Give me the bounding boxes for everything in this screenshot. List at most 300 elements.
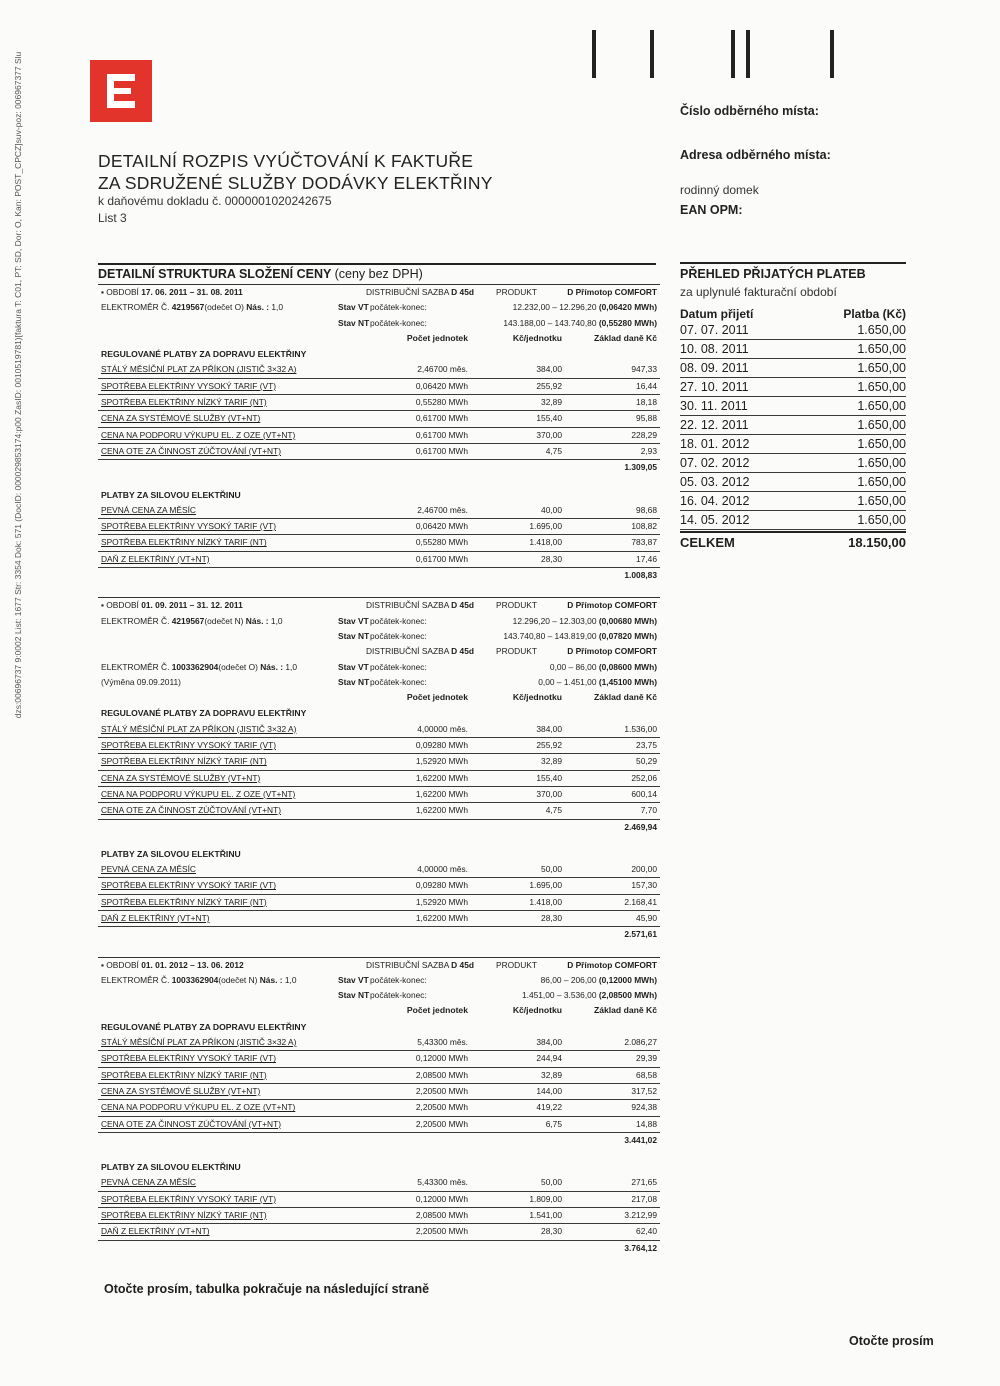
group-total-row (98, 1241, 660, 1256)
period-block (98, 957, 660, 1256)
payment-date: 10. 08. 2011 (680, 342, 749, 356)
meter-number: 1003362904 (171, 661, 219, 672)
item-units: 2,20500 MWh (415, 1118, 468, 1129)
table-row (98, 411, 660, 427)
stav-vt-diff: (0,06420 MWh) (598, 302, 657, 313)
payment-row (680, 378, 906, 397)
item-base: 98,68 (636, 504, 657, 515)
stav-vt-label: Stav VT (338, 302, 369, 313)
rate-value: D 45d (451, 287, 474, 297)
item-name: STÁLÝ MĚSÍČNÍ PLAT ZA PŘÍKON (JISTIČ 3×32 A) (101, 723, 297, 734)
col-amount: Platba (Kč) (843, 307, 906, 321)
item-price: 32,89 (541, 397, 562, 408)
period-block (98, 284, 660, 583)
item-units: 2,20500 MWh (415, 1226, 468, 1237)
item-units: 2,08500 MWh (415, 1069, 468, 1080)
payments-panel (680, 262, 906, 550)
stav-vt-range: 12.232,00 – 12.296,20 (512, 302, 599, 313)
item-price: 384,00 (536, 723, 562, 734)
item-units: 0,06420 MWh (415, 521, 468, 532)
table-row (98, 1100, 660, 1116)
group-total: 1.008,83 (624, 570, 657, 581)
distribution-rate (366, 598, 474, 613)
item-base: 29,39 (636, 1053, 657, 1064)
nas-value: 1,0 (271, 302, 284, 313)
group-title-row (98, 706, 660, 721)
item-units: 0,61700 MWh (415, 429, 468, 440)
meter-label (101, 660, 297, 675)
payment-date: 07. 02. 2012 (680, 456, 750, 470)
product-label: PRODUKT (496, 600, 537, 611)
item-name: STÁLÝ MĚSÍČNÍ PLAT ZA PŘÍKON (JISTIČ 3×32 A) (101, 364, 297, 375)
meter-vt-row (98, 973, 660, 988)
title-line-1: DETAILNÍ ROZPIS VYÚČTOVÁNÍ K FAKTUŘE (98, 151, 474, 171)
item-base: 947,33 (631, 364, 657, 375)
col-base: Základ daně Kč (593, 332, 657, 343)
payment-amount: 1.650,00 (857, 475, 906, 489)
item-units: 0,61700 MWh (415, 553, 468, 564)
meter-prefix: ELEKTROMĚR Č. (101, 302, 172, 313)
payment-row (680, 435, 906, 454)
meter-nt-row (98, 988, 660, 1003)
stav-vt-values (541, 973, 657, 988)
table-row (98, 535, 660, 551)
payment-date: 16. 04. 2012 (680, 494, 750, 508)
period-prefix: ▪ OBDOBÍ (101, 959, 142, 970)
period-dates: 17. 06. 2011 – 31. 08. 2011 (141, 287, 243, 297)
col-units: Počet jednotek (406, 1005, 468, 1016)
meter-label (101, 614, 283, 629)
item-base: 217,08 (631, 1193, 657, 1204)
item-base: 271,65 (631, 1177, 657, 1188)
nas-label: Nás. : (259, 974, 285, 985)
stav-nt-label: Stav NT (338, 990, 370, 1001)
item-base: 17,46 (636, 553, 657, 564)
item-units: 0,09280 MWh (415, 880, 468, 891)
item-name: STÁLÝ MĚSÍČNÍ PLAT ZA PŘÍKON (JISTIČ 3×32 A) (101, 1037, 297, 1048)
group-title-row (98, 347, 660, 362)
item-base: 252,06 (631, 772, 657, 783)
table-row (98, 1224, 660, 1240)
table-row (98, 1117, 660, 1133)
period-label (101, 598, 243, 613)
stav-vt-pk: počátek-konec: (370, 974, 427, 985)
item-price: 419,22 (536, 1102, 562, 1113)
period-prefix: ▪ OBDOBÍ (101, 600, 142, 611)
item-base: 62,40 (636, 1226, 657, 1237)
period-prefix: ▪ OBDOBÍ (101, 287, 142, 297)
col-base: Základ daně Kč (593, 1005, 657, 1016)
item-base: 783,87 (631, 537, 657, 548)
item-base: 45,90 (636, 912, 657, 923)
item-name: DAŇ Z ELEKTŘINY (VT+NT) (101, 1226, 210, 1237)
payments-title: PŘEHLED PŘIJATÝCH PLATEB (680, 262, 906, 281)
doc-number: k daňovému dokladu č. 0000001020242675 (98, 194, 332, 208)
item-units: 1,62200 MWh (415, 772, 468, 783)
item-name: CENA OTE ZA ČINNOST ZÚČTOVÁNÍ (VT+NT) (101, 1118, 282, 1129)
table-row (98, 1084, 660, 1100)
group-total: 2.571,61 (624, 929, 657, 940)
table-row (98, 895, 660, 911)
nas-label: Nás. : (245, 615, 271, 626)
price-structure-table (98, 284, 660, 1256)
stav-nt-pk: počátek-konec: (370, 630, 427, 641)
item-price: 40,00 (541, 504, 562, 515)
product-value: D Přímotop COMFORT (567, 959, 657, 970)
item-base: 3.212,99 (624, 1210, 657, 1221)
period-label (101, 285, 243, 300)
payment-amount: 1.650,00 (857, 380, 906, 394)
payment-row (680, 454, 906, 473)
cez-logo-icon (90, 60, 152, 122)
meter-nt-row (98, 675, 660, 690)
table-row (98, 1051, 660, 1067)
item-name: CENA ZA SYSTÉMOVÉ SLUŽBY (VT+NT) (101, 413, 261, 424)
group-total-row (98, 568, 660, 583)
stav-vt-range: 86,00 – 206,00 (540, 974, 599, 985)
group-title: PLATBY ZA SILOVOU ELEKTŘINU (101, 489, 241, 500)
stav-nt-diff: (1,45100 MWh) (598, 676, 657, 687)
distribution-rate (366, 285, 474, 300)
item-base: 317,52 (631, 1085, 657, 1096)
payment-date: 30. 11. 2011 (680, 399, 748, 413)
payment-date: 08. 09. 2011 (680, 361, 749, 375)
group-title: REGULOVANÉ PLATBY ZA DOPRAVU ELEKTŘINY (101, 349, 307, 360)
meter-nt-row (98, 316, 660, 331)
payment-amount: 1.650,00 (857, 437, 906, 451)
distribution-label: DISTRIBUČNÍ SAZBA (366, 600, 452, 611)
item-price: 255,92 (536, 380, 562, 391)
meter-label (101, 300, 283, 315)
col-price: Kč/jednotku (512, 1005, 562, 1016)
item-base: 228,29 (631, 429, 657, 440)
item-units: 5,43300 měs. (417, 1037, 468, 1048)
payments-rows (680, 321, 906, 530)
item-price: 1.695,00 (529, 521, 562, 532)
item-name: SPOTŘEBA ELEKTŘINY NÍZKÝ TARIF (NT) (101, 1210, 267, 1221)
payment-amount: 1.650,00 (857, 418, 906, 432)
payment-date: 07. 07. 2011 (680, 323, 749, 337)
table-row (98, 771, 660, 787)
item-units: 0,06420 MWh (415, 380, 468, 391)
total-label: CELKEM (680, 535, 735, 550)
item-units: 1,52920 MWh (415, 756, 468, 767)
table-row (98, 787, 660, 803)
stav-vt-pk: počátek-konec: (370, 615, 427, 626)
stav-vt-diff: (0,08600 MWh) (598, 661, 657, 672)
stav-nt-diff: (0,55280 MWh) (598, 317, 657, 328)
item-name: PEVNÁ CENA ZA MĚSÍC (101, 504, 196, 515)
distribution-row (98, 644, 660, 659)
table-row (98, 862, 660, 878)
item-price: 28,30 (541, 1226, 562, 1237)
adresa-odberneho-mista-label: Adresa odběrného místa: (680, 148, 831, 162)
product-label: PRODUKT (496, 287, 537, 297)
turn-page-note: Otočte prosím (849, 1334, 934, 1348)
item-price: 50,00 (541, 864, 562, 875)
stav-vt-values (550, 660, 657, 675)
payments-total-row (680, 531, 906, 550)
group-total-row (98, 820, 660, 835)
stav-vt-values (513, 614, 657, 629)
item-price: 32,89 (541, 1069, 562, 1080)
item-units: 0,55280 MWh (415, 537, 468, 548)
item-units: 5,43300 měs. (417, 1177, 468, 1188)
barcode-mark (650, 30, 654, 78)
nas-label: Nás. : (260, 661, 286, 672)
payment-date: 18. 01. 2012 (680, 437, 750, 451)
payment-date: 14. 05. 2012 (680, 513, 750, 527)
meter-reading: (odečet O) (218, 661, 258, 672)
stav-nt-pk: počátek-konec: (370, 317, 427, 328)
meter-nt-row (98, 629, 660, 644)
distribution-rate (366, 958, 474, 973)
group-total-row (98, 927, 660, 942)
stav-vt-label: Stav VT (338, 615, 369, 626)
item-name: CENA ZA SYSTÉMOVÉ SLUŽBY (VT+NT) (101, 1085, 261, 1096)
stav-vt-pk: počátek-konec: (370, 661, 427, 672)
group-gap (98, 476, 660, 488)
item-units: 2,08500 MWh (415, 1210, 468, 1221)
cislo-odberneho-mista-label: Číslo odběrného místa: (680, 104, 819, 118)
item-base: 7,70 (640, 805, 657, 816)
stav-nt-values (503, 316, 657, 331)
item-price: 155,40 (536, 772, 562, 783)
payment-amount: 1.650,00 (857, 399, 906, 413)
item-units: 2,46700 měs. (417, 364, 468, 375)
barcode-mark (592, 30, 596, 78)
distribution-label: DISTRIBUČNÍ SAZBA (366, 646, 452, 657)
col-base: Základ daně Kč (593, 692, 657, 703)
item-name: CENA NA PODPORU VÝKUPU EL. Z OZE (VT+NT) (101, 429, 296, 440)
item-name: DAŇ Z ELEKTŘINY (VT+NT) (101, 553, 210, 564)
nas-value: 1,0 (284, 974, 297, 985)
item-units: 1,62200 MWh (415, 788, 468, 799)
title-line-2: ZA SDRUŽENÉ SLUŽBY DODÁVKY ELEKTŘINY (98, 173, 493, 193)
meter-number: 1003362904 (171, 974, 219, 985)
item-units: 2,20500 MWh (415, 1085, 468, 1096)
payment-row (680, 321, 906, 340)
stav-nt-label: Stav NT (338, 676, 370, 687)
item-price: 1.418,00 (529, 896, 562, 907)
item-name: SPOTŘEBA ELEKTŘINY NÍZKÝ TARIF (NT) (101, 896, 267, 907)
stav-vt-range: 0,00 – 86,00 (549, 661, 599, 672)
table-row (98, 878, 660, 894)
nas-value: 1,0 (285, 661, 298, 672)
stav-nt-values (503, 629, 657, 644)
item-name: CENA NA PODPORU VÝKUPU EL. Z OZE (VT+NT) (101, 1102, 296, 1113)
item-base: 2,93 (640, 445, 657, 456)
payment-row (680, 473, 906, 492)
table-row (98, 379, 660, 395)
ean-opm-label: EAN OPM: (680, 203, 743, 217)
item-base: 108,82 (631, 521, 657, 532)
item-price: 28,30 (541, 553, 562, 564)
item-units: 0,55280 MWh (415, 397, 468, 408)
period-row (98, 597, 660, 613)
item-price: 1.809,00 (529, 1193, 562, 1204)
item-base: 157,30 (631, 880, 657, 891)
group-title: REGULOVANÉ PLATBY ZA DOPRAVU ELEKTŘINY (101, 708, 307, 719)
item-units: 2,20500 MWh (415, 1102, 468, 1113)
payment-amount: 1.650,00 (857, 342, 906, 356)
item-price: 6,75 (545, 1118, 562, 1129)
item-base: 600,14 (631, 788, 657, 799)
barcode-mark (746, 30, 750, 78)
item-price: 1.418,00 (529, 537, 562, 548)
group-total: 3.441,02 (624, 1134, 657, 1145)
payment-row (680, 359, 906, 378)
stav-vt-range: 12.296,20 – 12.303,00 (512, 615, 599, 626)
item-units: 4,00000 měs. (417, 723, 468, 734)
stav-vt-label: Stav VT (338, 974, 369, 985)
item-name: CENA NA PODPORU VÝKUPU EL. Z OZE (VT+NT) (101, 788, 296, 799)
period-block (98, 597, 660, 942)
item-price: 32,89 (541, 756, 562, 767)
item-name: SPOTŘEBA ELEKTŘINY NÍZKÝ TARIF (NT) (101, 756, 267, 767)
meter-prefix: ELEKTROMĚR Č. (101, 615, 172, 626)
col-units: Počet jednotek (406, 332, 468, 343)
meter-reading: (odečet N) (204, 615, 244, 626)
table-row (98, 395, 660, 411)
table-row (98, 1175, 660, 1191)
item-base: 95,88 (636, 413, 657, 424)
table-row (98, 754, 660, 770)
payment-amount: 1.650,00 (857, 361, 906, 375)
stav-vt-diff: (0,12000 MWh) (598, 974, 657, 985)
period-label (101, 958, 244, 973)
stav-nt-diff: (2,08500 MWh) (598, 990, 657, 1001)
item-base: 200,00 (631, 864, 657, 875)
distribution-label: DISTRIBUČNÍ SAZBA (366, 959, 452, 970)
stav-vt-values (513, 300, 657, 315)
product-value: D Přímotop COMFORT (567, 646, 657, 657)
stav-nt-range: 143.740,80 – 143.819,00 (503, 630, 599, 641)
stav-vt-label: Stav VT (338, 661, 369, 672)
item-units: 0,61700 MWh (415, 445, 468, 456)
page-title (98, 150, 493, 225)
meter-reading: (odečet O) (204, 302, 244, 313)
item-name: SPOTŘEBA ELEKTŘINY VYSOKÝ TARIF (VT) (101, 380, 276, 391)
item-name: PEVNÁ CENA ZA MĚSÍC (101, 1177, 196, 1188)
table-row (98, 722, 660, 738)
stav-nt-values (538, 675, 657, 690)
item-price: 244,94 (536, 1053, 562, 1064)
table-row (98, 444, 660, 460)
table-row (98, 1208, 660, 1224)
payment-amount: 1.650,00 (857, 323, 906, 337)
meter-vt-row (98, 660, 660, 675)
meter-prefix: ELEKTROMĚR Č. (101, 974, 172, 985)
meter-vt-row (98, 614, 660, 629)
table-row (98, 519, 660, 535)
payment-row (680, 416, 906, 435)
item-name: PEVNÁ CENA ZA MĚSÍC (101, 864, 196, 875)
group-total: 3.764,12 (624, 1242, 657, 1253)
item-name: SPOTŘEBA ELEKTŘINY NÍZKÝ TARIF (NT) (101, 1069, 267, 1080)
product-label: PRODUKT (496, 646, 537, 657)
product-value: D Přímotop COMFORT (567, 287, 657, 297)
item-price: 1.541,00 (529, 1210, 562, 1221)
payment-row (680, 511, 906, 530)
payment-amount: 1.650,00 (857, 513, 906, 527)
group-title: PLATBY ZA SILOVOU ELEKTŘINU (101, 848, 241, 859)
table-row (98, 1068, 660, 1084)
meter-vt-row (98, 300, 660, 315)
barcode-mark (731, 30, 735, 78)
payment-amount: 1.650,00 (857, 494, 906, 508)
product-value: D Přímotop COMFORT (567, 600, 657, 611)
item-name: SPOTŘEBA ELEKTŘINY VYSOKÝ TARIF (VT) (101, 521, 276, 532)
table-row (98, 738, 660, 754)
table-row (98, 1035, 660, 1051)
item-units: 1,52920 MWh (415, 896, 468, 907)
payment-date: 22. 12. 2011 (680, 418, 749, 432)
table-row (98, 552, 660, 568)
item-units: 4,00000 měs. (417, 864, 468, 875)
stav-nt-range: 1.451,00 – 3.536,00 (521, 990, 599, 1001)
item-price: 255,92 (536, 740, 562, 751)
item-name: CENA OTE ZA ČINNOST ZÚČTOVÁNÍ (VT+NT) (101, 445, 282, 456)
col-date: Datum přijetí (680, 307, 754, 321)
group-title: REGULOVANÉ PLATBY ZA DOPRAVU ELEKTŘINY (101, 1021, 307, 1032)
period-dates: 01. 09. 2011 – 31. 12. 2011 (141, 600, 243, 611)
table-row (98, 428, 660, 444)
item-name: SPOTŘEBA ELEKTŘINY NÍZKÝ TARIF (NT) (101, 397, 267, 408)
stav-vt-pk: počátek-konec: (370, 302, 427, 313)
stav-nt-diff: (0,07820 MWh) (598, 630, 657, 641)
item-base: 924,38 (631, 1102, 657, 1113)
table-row (98, 1192, 660, 1208)
group-gap (98, 835, 660, 847)
group-total-row (98, 1133, 660, 1148)
stav-nt-values (522, 988, 657, 1003)
meter-prefix: ELEKTROMĚR Č. (101, 661, 172, 672)
period-row (98, 284, 660, 300)
group-total-row (98, 460, 660, 475)
item-name: SPOTŘEBA ELEKTŘINY VYSOKÝ TARIF (VT) (101, 880, 276, 891)
group-total: 1.309,05 (624, 462, 657, 473)
item-name: SPOTŘEBA ELEKTŘINY VYSOKÝ TARIF (VT) (101, 1053, 276, 1064)
item-base: 2.086,27 (624, 1037, 657, 1048)
table-row (98, 503, 660, 519)
item-price: 370,00 (536, 429, 562, 440)
nas-label: Nás. : (246, 302, 272, 313)
payments-header (680, 307, 906, 321)
item-base: 23,75 (636, 740, 657, 751)
table-row (98, 362, 660, 378)
group-total: 2.469,94 (624, 821, 657, 832)
table-row (98, 803, 660, 819)
group-gap (98, 1148, 660, 1160)
column-header-row (98, 331, 660, 346)
rate-value: D 45d (451, 959, 474, 970)
side-print-code: dzs:00696737 9:0002 List: 1677 Str: 3354 Dok: 571 (DocID: 000029853174:p00 ZasID: 0010519781)[faktura T: C01, PT: SD, Dor: O, Kan: POST_CPCZ]suv-poz: 006967377 Slu (13, 51, 23, 719)
item-price: 1.695,00 (529, 880, 562, 891)
table-row (98, 911, 660, 927)
item-base: 2.168,41 (624, 896, 657, 907)
nas-value: 1,0 (270, 615, 283, 626)
rate-value: D 45d (451, 600, 474, 611)
item-base: 68,58 (636, 1069, 657, 1080)
payment-row (680, 492, 906, 511)
item-price: 4,75 (545, 805, 562, 816)
stav-vt-diff: (0,00680 MWh) (598, 615, 657, 626)
item-price: 384,00 (536, 1037, 562, 1048)
total-value: 18.150,00 (848, 535, 906, 550)
group-title-row (98, 1020, 660, 1035)
item-base: 1.536,00 (624, 723, 657, 734)
